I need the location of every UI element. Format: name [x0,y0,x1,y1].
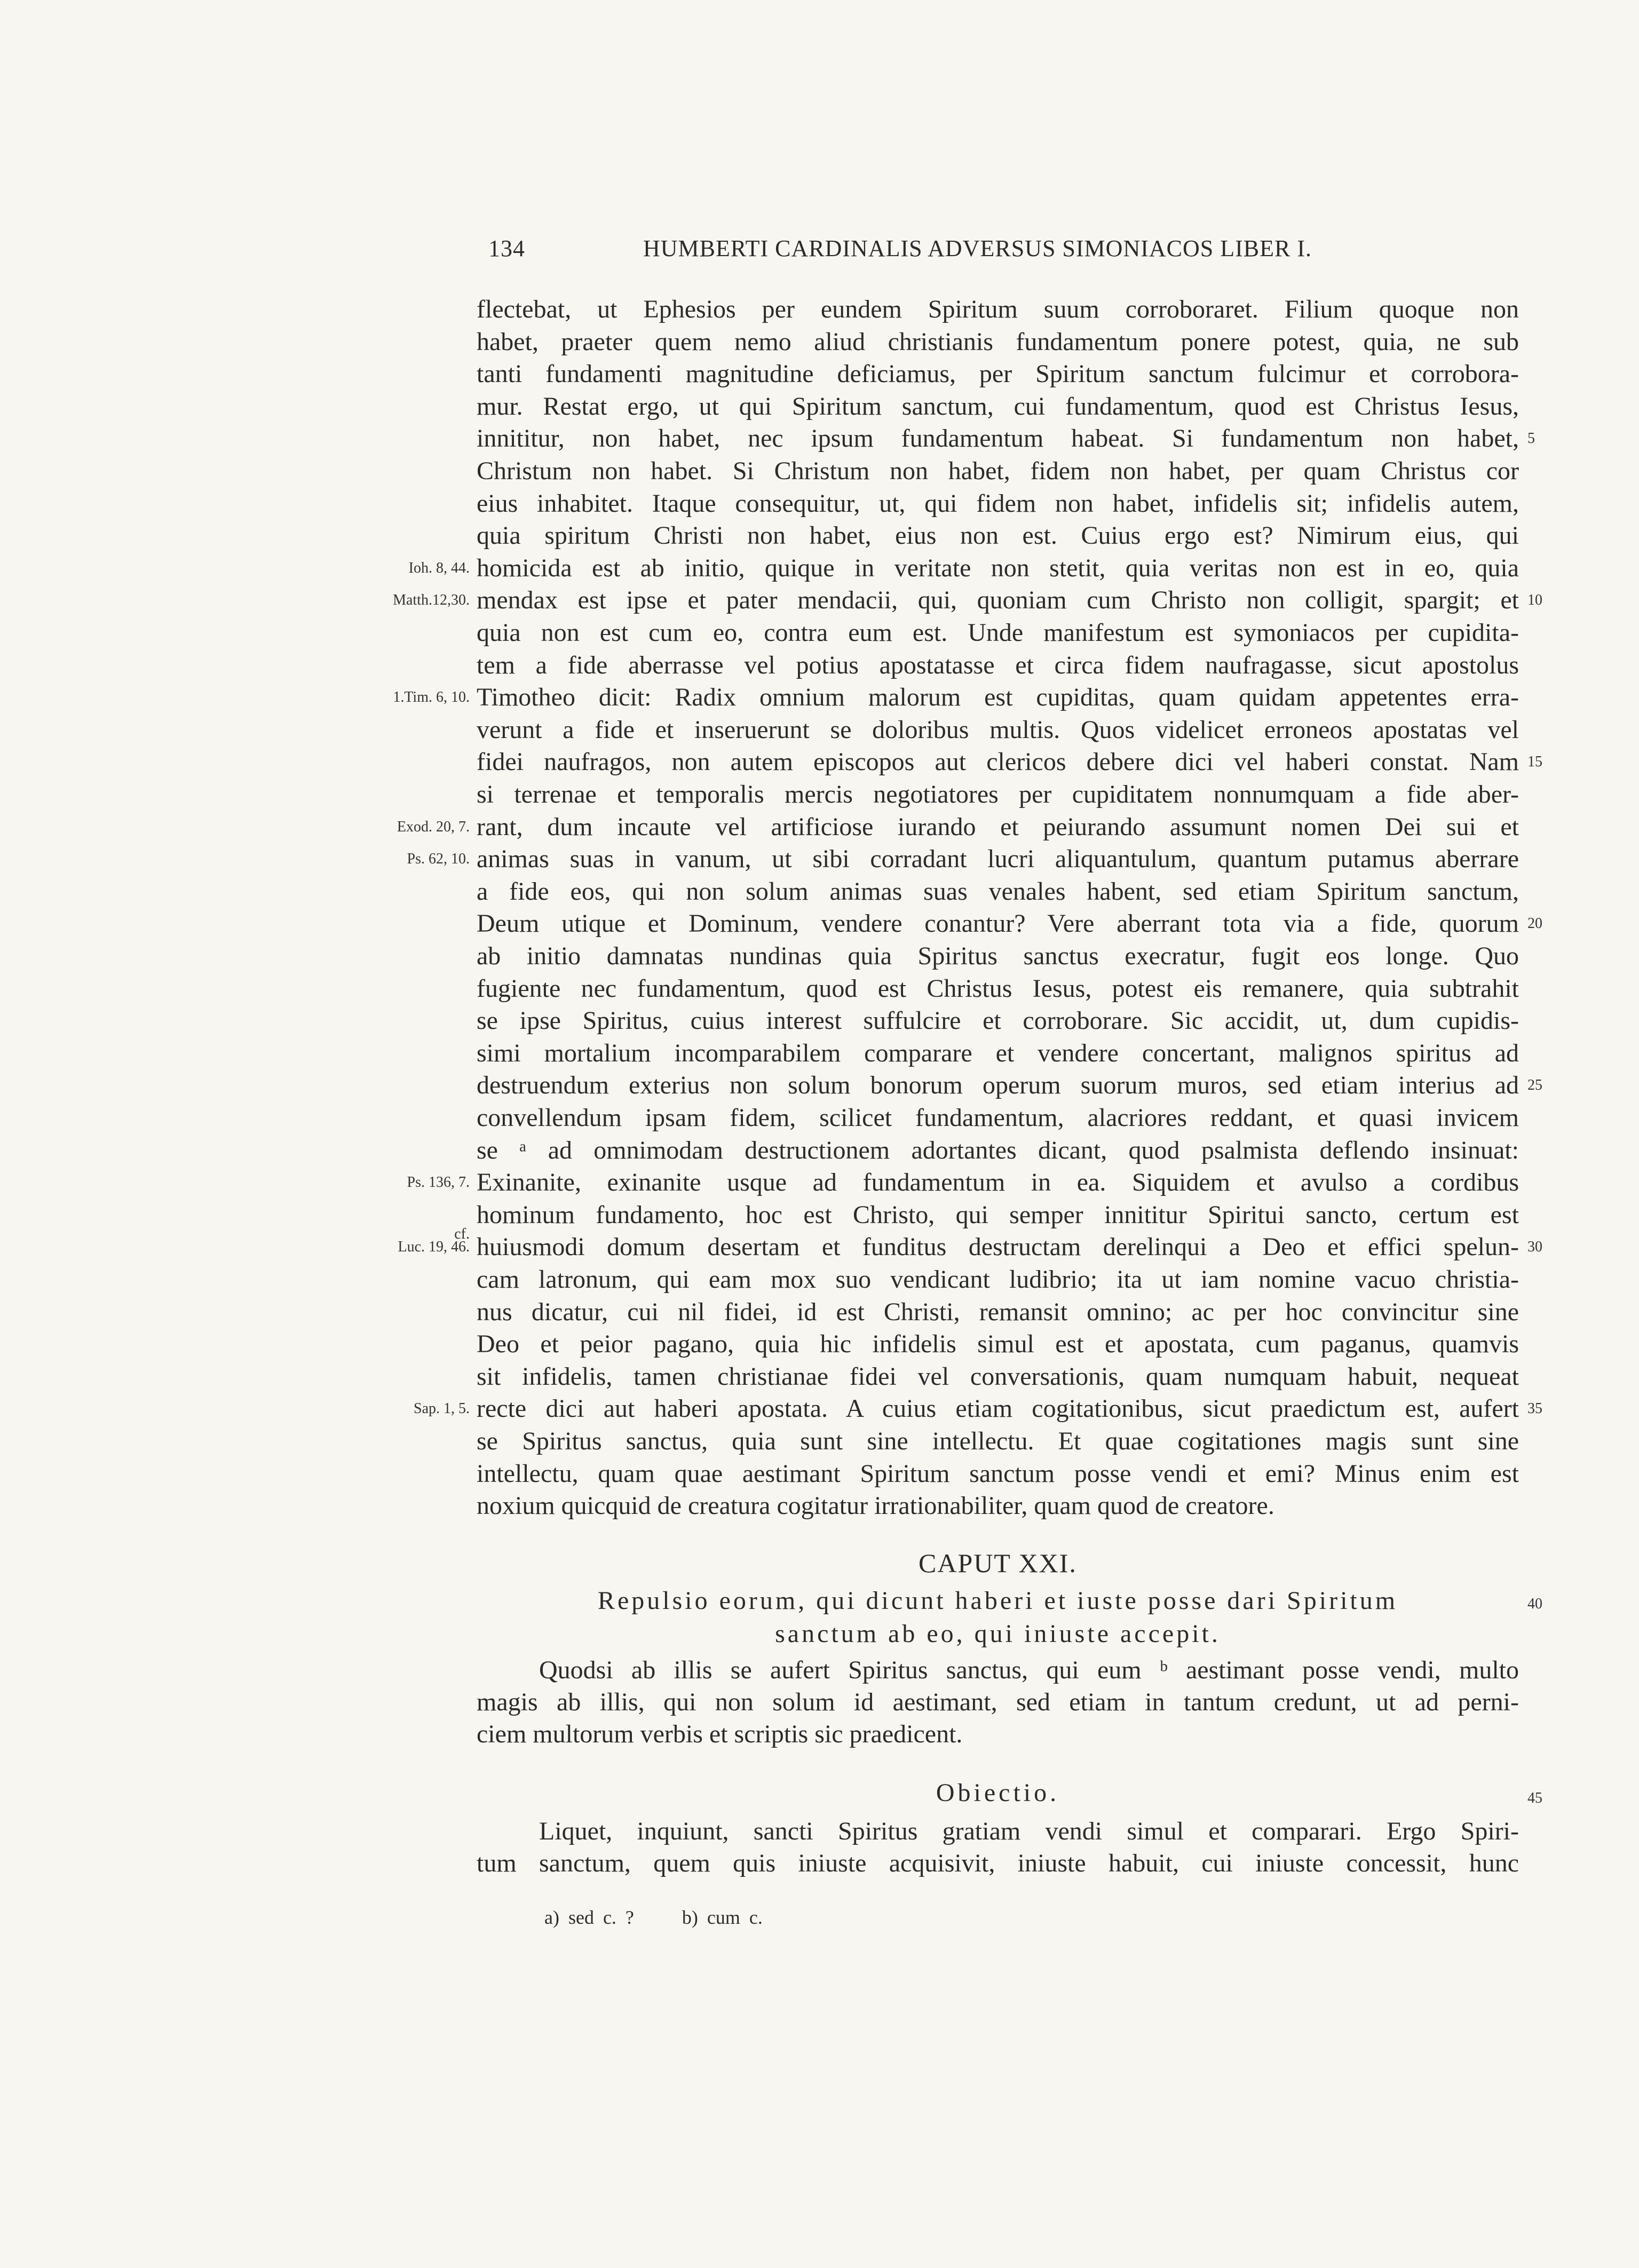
line-number: 15 [1527,754,1542,770]
text-line: eius inhabitet. Itaque consequitur, ut, qui fidem non habet, infidelis sit; infidelis autem, [477,489,1519,518]
text-line: noxium quicquid de creatura cogitatur irrationabiliter, quam quod de creatore. [477,1492,1274,1520]
chapter-subtitle-line-2: sanctum ab eo, qui iniuste accepit. [775,1620,1221,1648]
paragraph-line: Quodsi ab illis se aufert Spiritus sanctus, qui eum ᵇ aestimant posse vendi, multo [539,1656,1519,1684]
line-number: 5 [1527,430,1535,447]
text-line: animas suas in vanum, ut sibi corradant lucri aliquantulum, quantum putamus aberrare [477,845,1519,873]
text-line: a fide eos, qui non solum animas suas venales habent, sed etiam Spiritum sanctum, [477,877,1519,906]
text-line: cam latronum, qui eam mox suo vendicant ludibrio; ita ut iam nomine vacuo christia- [477,1265,1519,1294]
line-number: 10 [1527,592,1542,608]
line-number: 20 [1527,915,1542,932]
text-line: innititur, non habet, nec ipsum fundamentum habeat. Si fundamentum non habet, [477,424,1519,453]
text-line: quia spiritum Christi non habet, eius non est. Cuius ergo est? Nimirum eius, qui [477,521,1519,550]
footnote-a: a) sed c. ? [544,1907,634,1928]
paragraph-line: magis ab illis, qui non solum id aestimant, sed etiam in tantum credunt, ut ad perni- [477,1688,1519,1716]
text-line: habet, praeter quem nemo aliud christianis fundamentum ponere potest, quia, ne sub [477,328,1519,356]
chapter-subtitle-line-1: Repulsio eorum, qui dicunt haberi et iuste posse dari Spiritum [597,1587,1398,1615]
text-line: tanti fundamenti magnitudine deficiamus, per Spiritum sanctum fulcimur et corrobora- [477,360,1519,388]
text-line: convellendum ipsam fidem, scilicet fundamentum, alacriores reddant, et quasi invicem [477,1104,1519,1132]
line-number: 45 [1527,1790,1542,1806]
page-number: 134 [488,235,525,261]
text-line: mendax est ipse et pater mendacii, qui, quoniam cum Christo non colligit, spargit; et [477,586,1519,614]
cf-note: cf. [454,1226,470,1242]
text-line: Deo et peior pagano, quia hic infidelis simul est et apostata, cum paganus, quamvis [477,1330,1519,1358]
text-line: mur. Restat ergo, ut qui Spiritum sanctum, cui fundamentum, quod est Christus Iesus, [477,392,1519,421]
text-line: se ipse Spiritus, cuius interest suffulcire et corroborare. Sic accidit, ut, dum cupidis- [477,1006,1519,1035]
text-line: Timotheo dicit: Radix omnium malorum est cupiditas, quam quidam appetentes erra- [477,683,1519,711]
text-line: se Spiritus sanctus, quia sunt sine intellectu. Et quae cogitationes magis sunt sine [477,1427,1519,1455]
objectio-heading: Obiectio. [936,1779,1060,1807]
text-line: recte dici aut haberi apostata. A cuius etiam cogitationibus, sicut praedictum est, aufert [477,1394,1519,1423]
margin-reference: Ioh. 8, 44. [408,560,470,576]
text-line: tem a fide aberrasse vel potius apostatasse et circa fidem naufragasse, sicut apostolus [477,651,1519,679]
text-line: Exinanite, exinanite usque ad fundamentum in ea. Siquidem et avulso a cordibus [477,1168,1519,1196]
margin-reference: Exod. 20, 7. [397,819,470,835]
text-line: Deum utique et Dominum, vendere conantur? Vere aberrant tota via a fide, quorum [477,909,1519,938]
text-line: rant, dum incaute vel artificiose iurando et peiurando assumunt nomen Dei sui et [477,813,1519,841]
line-number: 25 [1527,1077,1542,1093]
margin-reference: Luc. 19, 46. [398,1239,470,1255]
line-number: 40 [1527,1596,1542,1612]
chapter-title: CAPUT XXI. [919,1548,1077,1578]
text-line: homicida est ab initio, quique in veritate non stetit, quia veritas non est in eo, quia [477,554,1519,582]
text-line: ab initio damnatas nundinas quia Spiritus sanctus execratur, fugit eos longe. Quo [477,942,1519,970]
text-line: fidei naufragos, non autem episcopos aut clericos debere dici vel haberi constat. Nam [477,748,1519,776]
paragraph-line: Liquet, inquiunt, sancti Spiritus gratiam vendi simul et comparari. Ergo Spiri- [539,1817,1519,1845]
running-header [488,235,1534,272]
text-line: sit infidelis, tamen christianae fidei vel conversationis, quam numquam habuit, nequeat [477,1362,1519,1391]
paragraph-line: tum sanctum, quem quis iniuste acquisivit, iniuste habuit, cui iniuste concessit, hunc [477,1849,1519,1877]
text-line: quia non est cum eo, contra eum est. Unde manifestum est symoniacos per cupidita- [477,618,1519,647]
text-line: fugiente nec fundamentum, quod est Christus Iesus, potest eis remanere, quia subtrahit [477,974,1519,1003]
text-line: flectebat, ut Ephesios per eundem Spiritum suum corroboraret. Filium quoque non [477,295,1519,323]
text-line: simi mortalium incomparabilem comparare et vendere concertant, malignos spiritus ad [477,1039,1519,1067]
margin-reference: 1.Tim. 6, 10. [393,689,470,705]
margin-reference: Matth.12,30. [393,592,470,608]
paragraph-line: ciem multorum verbis et scriptis sic praedicent. [477,1720,963,1748]
line-number: 30 [1527,1239,1542,1255]
margin-reference: Ps. 136, 7. [407,1174,470,1191]
line-number: 35 [1527,1400,1542,1417]
text-line: hominum fundamento, hoc est Christo, qui semper innititur Spiritui sancto, certum est [477,1201,1519,1229]
text-line: destruendum exterius non solum bonorum operum suorum muros, sed etiam interius ad [477,1071,1519,1099]
margin-reference: Sap. 1, 5. [414,1400,470,1417]
text-line: huiusmodi domum desertam et funditus destructam derelinqui a Deo et effici spelun- [477,1233,1519,1261]
text-line: verunt a fide et inseruerunt se doloribus multis. Quos videlicet erroneos apostatas vel [477,716,1519,744]
running-title: HUMBERTI CARDINALIS ADVERSUS SIMONIACOS LIBER I. [643,235,1312,261]
footnote-b: b) cum c. [682,1907,763,1928]
footnotes [544,1906,763,1929]
text-line: si terrenae et temporalis mercis negotiatores per cupiditatem nonnumquam a fide aber- [477,780,1519,808]
text-line: se ᵃ ad omnimodam destructionem adortantes dicant, quod psalmista deflendo insinuat: [477,1136,1519,1164]
text-line: intellectu, quam quae aestimant Spiritum sanctum posse vendi et emi? Minus enim est [477,1460,1519,1488]
text-line: nus dicatur, cui nil fidei, id est Christi, remansit omnino; ac per hoc convincitur sine [477,1298,1519,1326]
text-line: Christum non habet. Si Christum non habet, fidem non habet, per quam Christus cor [477,457,1519,485]
margin-reference: Ps. 62, 10. [407,851,470,867]
